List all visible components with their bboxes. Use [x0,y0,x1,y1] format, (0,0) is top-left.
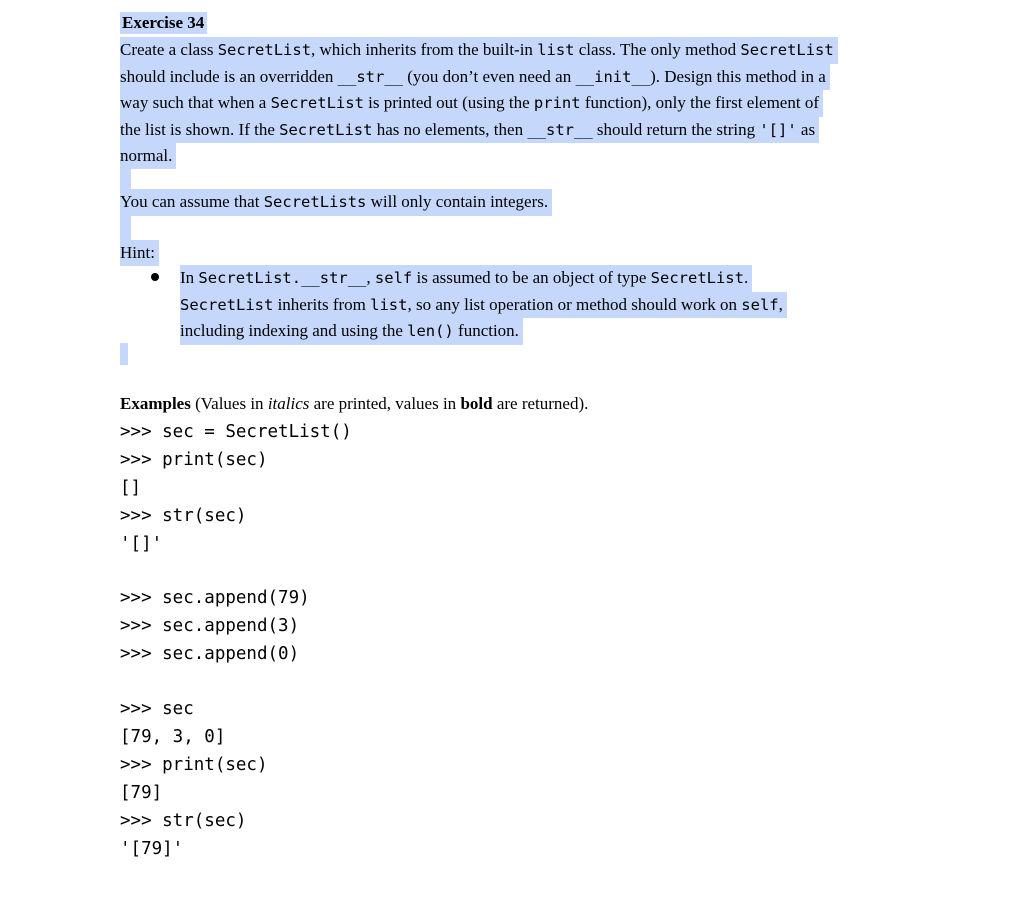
text-line [180,292,787,319]
highlight-spacer [120,166,131,191]
intro-paragraph [120,37,838,169]
text-run: way such that when a [120,93,271,112]
hint-label [120,240,159,266]
examples-italics-word: italics [267,394,310,413]
text-run: , [778,294,783,314]
assume-paragraph [120,189,552,216]
text-run: You can assume that [120,192,264,211]
examples-desc-mid: are printed, values in [309,394,461,413]
text-run: Create a class [120,40,218,59]
inline-code: SecretLists [263,193,367,211]
examples-desc-close: are returned). [492,394,589,413]
code-line: [79, 3, 0] [120,727,226,747]
text-run: , so any list operation or method should work on [407,294,742,314]
exercise-title: Exercise 34 [120,12,207,34]
inline-code: __init__ [575,67,651,86]
code-line: >>> print(sec) [120,450,268,470]
hint-label-text: Hint: [120,240,159,266]
text-line [180,265,752,292]
code-line: >>> sec.append(79) [120,588,310,608]
inline-code: SecretList [279,120,373,139]
inline-code: SecretList.__str__ [198,269,367,287]
text-run: is assumed to be an object of type [412,268,651,287]
inline-code: SecretList [650,269,744,287]
text-run: function), only the first element of [580,93,819,112]
text-run: inherits from [273,294,371,314]
code-line: >>> str(sec) [120,506,247,526]
examples-desc-open: (Values in [190,394,268,413]
code-line: >>> sec.append(3) [120,616,300,636]
highlight-spacer [120,343,128,365]
text-line [120,143,176,169]
code-line: [] [120,478,142,498]
examples-label: Examples [120,394,191,413]
text-line [120,189,552,216]
inline-code: '[]' [759,120,797,139]
inline-code: SecretList [270,94,364,112]
text-line [120,37,838,64]
code-line: '[]' [120,534,163,554]
hint-bullet [180,265,787,345]
text-run: normal. [120,146,173,165]
text-line [120,64,830,91]
examples-bold-word: bold [460,394,493,413]
code-line: >>> print(sec) [120,755,268,775]
text-run: , [366,268,375,287]
text-run: class. The only method [574,40,741,59]
inline-code: list [370,295,408,314]
examples-heading [120,392,588,416]
text-run: function. [453,321,519,340]
inline-code: self [374,269,413,287]
text-run: will only contain integers. [366,192,549,211]
highlight-spacer [120,216,131,241]
hint-text [180,265,787,345]
code-line: >>> sec [120,699,194,719]
inline-code: SecretList [180,295,274,314]
text-run: , which inherits from the built-in [311,40,538,59]
code-example-group-3 [120,695,268,919]
text-run: as [796,119,816,139]
text-run: the list is shown. If the [120,119,280,139]
inline-code: len() [407,322,454,340]
code-line: >>> sec.append(0) [120,644,300,664]
text-run: including indexing and using the [180,321,408,340]
inline-code: SecretList [217,41,312,59]
code-line: >>> str(sec) [120,811,247,831]
text-run: should return the string [592,119,760,139]
bullet-icon [151,273,159,281]
text-line [120,90,823,117]
inline-code: __str__ [527,120,593,139]
text-run: (you don’t even need an [402,66,576,86]
text-run: is printed out (using the [363,93,534,112]
text-line [120,117,819,144]
inline-code: __str__ [337,67,403,86]
text-run: has no elements, then [372,119,528,139]
inline-code: print [533,94,581,112]
code-line: '[79]' [120,839,184,859]
inline-code: SecretList [740,41,834,59]
code-line: [79] [120,783,163,803]
code-line: >>> sec = SecretList() [120,422,352,442]
inline-code: self [741,295,779,314]
text-run: In [180,268,199,287]
text-run: should include is an overridden [120,66,338,86]
text-run: . [743,268,749,287]
text-line [180,318,523,345]
text-run: ). Design this method in a [650,66,826,86]
inline-code: list [537,41,575,59]
